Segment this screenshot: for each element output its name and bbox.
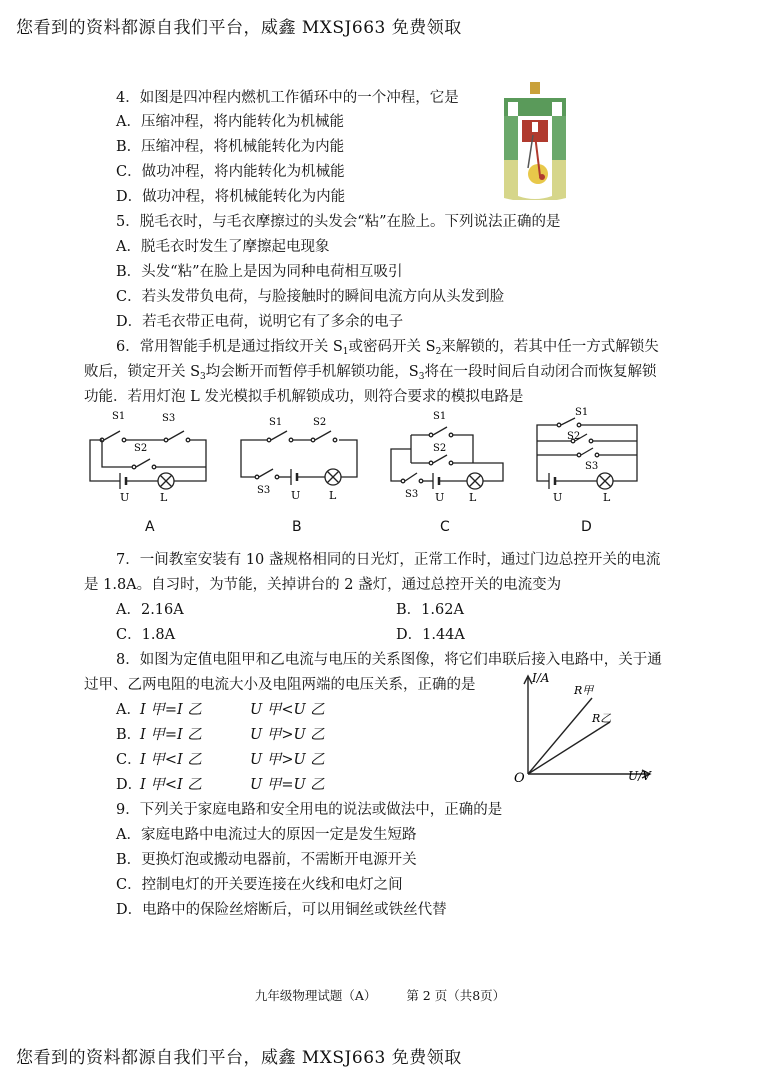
circuit-a-label-s2: S2 — [134, 443, 148, 454]
q7-line-1: 7．一间教室安装有 10 盏规格相同的日光灯，正常工作时，通过门边总控开关的电流 — [116, 552, 661, 568]
q4-option-c: C．做功冲程，将内能转化为机械能 — [116, 164, 345, 180]
q5-option-c: C．若头发带负电荷，与脸接触时的瞬间电流方向从头发到脸 — [116, 289, 505, 305]
q7-option-a: A．2.16A — [116, 602, 184, 618]
q4-option-b: B．压缩冲程，将机械能转化为内能 — [116, 139, 345, 155]
page-footer — [0, 986, 760, 1004]
circuit-b-label-u: U — [291, 489, 301, 502]
q4-option-a: A．压缩冲程，将内能转化为机械能 — [116, 114, 344, 130]
q9-option-c: C．控制电灯的开关要连接在火线和电灯之间 — [116, 877, 403, 893]
footer-title: 九年级物理试题（A） — [254, 988, 377, 1003]
q9-option-a: A．家庭电路中电流过大的原因一定是发生短路 — [116, 827, 417, 843]
graph-x-label: U/V — [628, 769, 651, 783]
q5-option-d: D．若毛衣带正电荷，说明它有了多余的电子 — [116, 314, 404, 330]
circuit-b-label-s3: S3 — [257, 485, 271, 496]
q7-line-2: 是 1.8A。自习时，为节能，关掉讲台的 2 盏灯，通过总控开关的电流变为 — [84, 577, 562, 593]
q8-option-d: D． I 甲<I 乙 U 甲=U 乙 — [116, 777, 325, 793]
footer-page-number: 第 2 页（共8页） — [406, 988, 506, 1003]
q9-option-d: D．电路中的保险丝熔断后，可以用铜丝或铁丝代替 — [116, 902, 447, 918]
graph-r-yi-label: R乙 — [592, 712, 612, 725]
circuit-diagram-a — [82, 405, 217, 505]
q8-option-c: C． I 甲<I 乙 U 甲>U 乙 — [116, 752, 325, 768]
q7-option-d: D．1.44A — [396, 627, 465, 643]
top-banner: 您看到的资料都源自我们平台，威鑫 MXSJ663 免费领取 — [16, 18, 462, 38]
circuit-label-d: D — [581, 519, 592, 535]
q4-option-d: D．做功冲程，将机械能转化为内能 — [116, 189, 346, 205]
q6-line-3: 功能．若用灯泡 L 发光模拟手机解锁成功，则符合要求的模拟电路是 — [84, 389, 524, 405]
r-jia-line — [528, 698, 592, 774]
q6-line-2: 败后，锁定开关 $S_3$均会断开而暂停手机解锁功能，$S_3$将在一段时间后自动闭合而恢复解锁 — [84, 364, 657, 382]
circuit-d-label-s3: S3 — [585, 461, 599, 472]
circuit-b-label-l: L — [329, 489, 337, 502]
circuit-d-label-l: L — [603, 491, 611, 504]
graph-origin-label: O — [514, 771, 525, 786]
r-yi-line — [528, 722, 610, 774]
q7-option-b: B．1.62A — [396, 602, 464, 618]
circuit-diagram-d — [527, 405, 662, 505]
iu-graph — [510, 668, 670, 788]
graph-y-label: I/A — [532, 671, 550, 685]
circuit-c-label-s1: S1 — [433, 411, 447, 422]
circuit-d-label-u: U — [553, 491, 563, 504]
q9-stem: 9．下列关于家庭电路和安全用电的说法或做法中，正确的是 — [116, 802, 503, 818]
q8-option-b: B． I 甲=I 乙 U 甲>U 乙 — [116, 727, 325, 743]
q5-option-b: B．头发“粘”在脸上是因为同种电荷相互吸引 — [116, 264, 403, 280]
circuit-b-label-s1: S1 — [269, 417, 283, 428]
graph-r-jia-label: R甲 — [574, 684, 594, 697]
circuit-diagram-c — [383, 405, 518, 505]
circuit-a-label-s3: S3 — [162, 413, 176, 424]
q8-line-2: 过甲、乙两电阻的电流大小及电阻两端的电压关系，正确的是 — [84, 677, 476, 693]
circuit-a-label-s1: S1 — [112, 411, 126, 422]
q5-option-a: A．脱毛衣时发生了摩擦起电现象 — [116, 239, 330, 255]
q5-stem: 5．脱毛衣时，与毛衣摩擦过的头发会“粘”在脸上。下列说法正确的是 — [116, 214, 561, 230]
circuit-b-label-s2: S2 — [313, 417, 327, 428]
circuit-diagram-b — [233, 405, 368, 505]
circuit-d-label-s2: S2 — [567, 431, 581, 442]
q4-stem: 4．如图是四冲程内燃机工作循环中的一个冲程，它是 — [116, 90, 459, 106]
circuit-label-b: B — [292, 519, 302, 535]
circuit-label-a: A — [145, 519, 155, 535]
circuit-c-label-u: U — [435, 491, 445, 504]
circuit-d-label-s1: S1 — [575, 407, 589, 418]
circuit-a-label-l: L — [160, 491, 168, 504]
circuit-a-label-u: U — [120, 491, 130, 504]
q6-line-1: 6．常用智能手机是通过指纹开关 $S_1$或密码开关 $S_2$来解锁的，若其中任一方式解锁失 — [116, 339, 659, 357]
q8-line-1: 8．如图为定值电阻甲和乙电流与电压的关系图像，将它们串联后接入电路中，关于通 — [116, 652, 662, 668]
q8-option-a: A． I 甲=I 乙 U 甲<U 乙 — [116, 702, 325, 718]
circuit-c-label-l: L — [469, 491, 477, 504]
circuit-c-label-s3: S3 — [405, 489, 419, 500]
q7-option-c: C．1.8A — [116, 627, 176, 643]
circuit-label-c: C — [440, 519, 450, 535]
q9-option-b: B．更换灯泡或搬动电器前，不需断开电源开关 — [116, 852, 417, 868]
circuit-c-label-s2: S2 — [433, 443, 447, 454]
bottom-banner: 您看到的资料都源自我们平台，威鑫 MXSJ663 免费领取 — [16, 1048, 462, 1068]
engine-stroke-illustration — [500, 80, 570, 200]
